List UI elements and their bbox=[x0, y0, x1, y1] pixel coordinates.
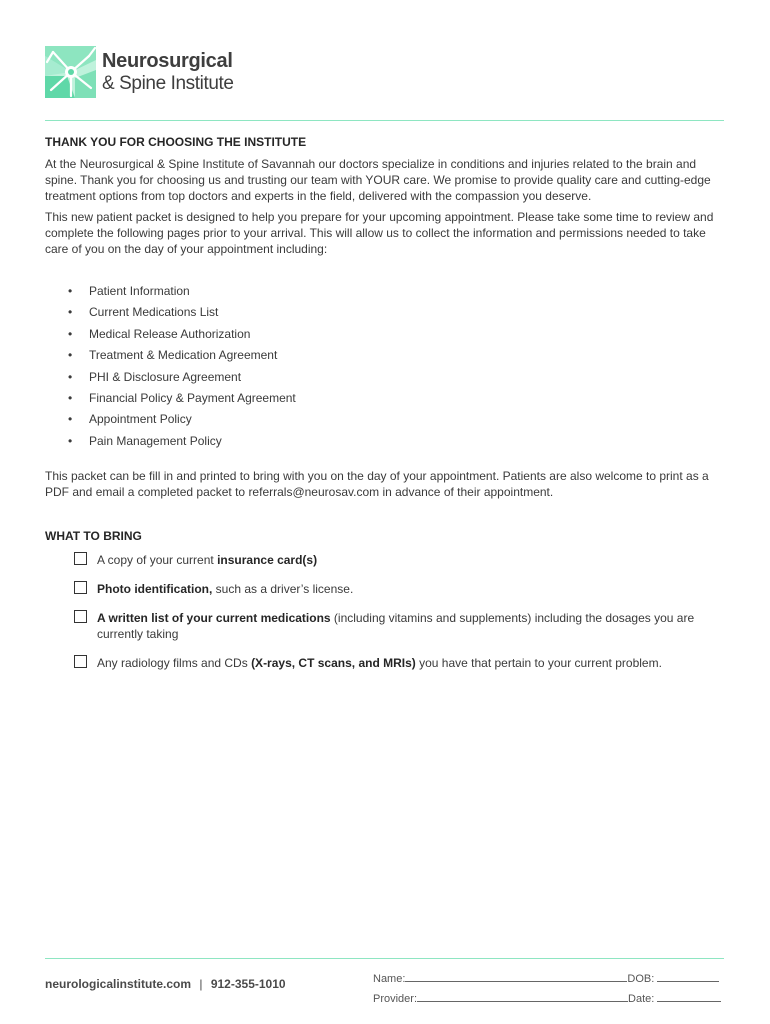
website-link[interactable]: neurologicalinstitute.com bbox=[45, 977, 192, 991]
provider-field[interactable] bbox=[417, 991, 628, 1002]
phone-number: 912-355-1010 bbox=[210, 977, 286, 991]
item-text: such as a driver’s license. bbox=[212, 582, 354, 597]
checklist-item bbox=[74, 610, 725, 642]
intro-heading: THANK YOU FOR CHOOSING THE INSTITUTE bbox=[45, 135, 307, 149]
medications-list-checkbox[interactable] bbox=[74, 610, 87, 623]
list-item: • Financial Policy & Payment Agreement bbox=[68, 390, 725, 411]
checklist-item bbox=[74, 552, 725, 568]
list-item: • PHI & Disclosure Agreement bbox=[68, 369, 725, 390]
footer-contact bbox=[45, 977, 286, 991]
logo-name-line1: Neurosurgical bbox=[102, 50, 233, 72]
footer-divider bbox=[45, 958, 724, 959]
brain-neuron-icon bbox=[45, 46, 96, 98]
intro-paragraph-2: This new patient packet is designed to help you prepare for your upcoming appointment. Please take some time to review and complete the following pages prior to your arrival. This will allow us to collect the information and permissions needed to take care of you on the day of your appointment including: bbox=[45, 210, 714, 256]
date-field[interactable] bbox=[657, 991, 721, 1002]
item-bold-text: (X-rays, CT scans, and MRIs) bbox=[251, 656, 416, 671]
list-item: • Current Medications List bbox=[68, 304, 725, 325]
list-item: • Treatment & Medication Agreement bbox=[68, 347, 725, 368]
intro-paragraph-1: At the Neurosurgical & Spine Institute of Savannah our doctors specialize in conditions and injuries related to the brain and spine. Thank you for choosing us and trusting our team with YOUR care. We promise to provide quality care and cutting-edge treatment options from top doctors and experts in the field, delivered with the compassion you deserve. bbox=[45, 157, 711, 203]
name-field[interactable] bbox=[405, 971, 627, 982]
header-divider bbox=[45, 120, 724, 121]
checklist-item bbox=[74, 581, 725, 597]
logo-name-line2: & Spine Institute bbox=[102, 73, 234, 94]
patient-id-fields bbox=[373, 969, 721, 1009]
item-bold-text: A written list of your current medications bbox=[97, 611, 331, 626]
list-item: • Pain Management Policy bbox=[68, 433, 725, 454]
radiology-films-checkbox[interactable] bbox=[74, 655, 87, 668]
institute-logo bbox=[45, 46, 234, 98]
document-body bbox=[45, 134, 725, 684]
item-text: A copy of your current bbox=[97, 553, 218, 568]
packet-note: This packet can be fill in and printed to bring with you on the day of your appointment. Patients are also welcome to print as a PDF and email a completed packet to referrals@neurosav.com in advance of their appointment. bbox=[45, 469, 709, 500]
photo-id-checkbox[interactable] bbox=[74, 581, 87, 594]
footer-separator: | bbox=[199, 977, 203, 991]
dob-field[interactable] bbox=[657, 971, 719, 982]
provider-label: Provider: bbox=[373, 993, 418, 1005]
date-label: Date: bbox=[628, 993, 655, 1005]
name-label: Name: bbox=[373, 973, 406, 985]
item-text: Any radiology films and CDs bbox=[97, 656, 252, 671]
checklist-item bbox=[74, 655, 725, 671]
item-text: (including vitamins and supplements) including the dosages you are currently taking bbox=[97, 611, 695, 642]
list-item: • Appointment Policy bbox=[68, 411, 725, 432]
bring-checklist bbox=[74, 552, 725, 671]
bring-heading: WHAT TO BRING bbox=[45, 529, 142, 544]
item-bold-text: insurance card(s) bbox=[217, 553, 318, 568]
insurance-card-checkbox[interactable] bbox=[74, 552, 87, 565]
item-bold-text: Photo identification, bbox=[97, 582, 213, 597]
list-item: • Patient Information bbox=[68, 283, 725, 304]
list-item: • Medical Release Authorization bbox=[68, 326, 725, 347]
dob-label: DOB: bbox=[627, 973, 655, 985]
packet-items-list bbox=[68, 283, 725, 454]
item-text: you have that pertain to your current problem. bbox=[415, 656, 662, 671]
